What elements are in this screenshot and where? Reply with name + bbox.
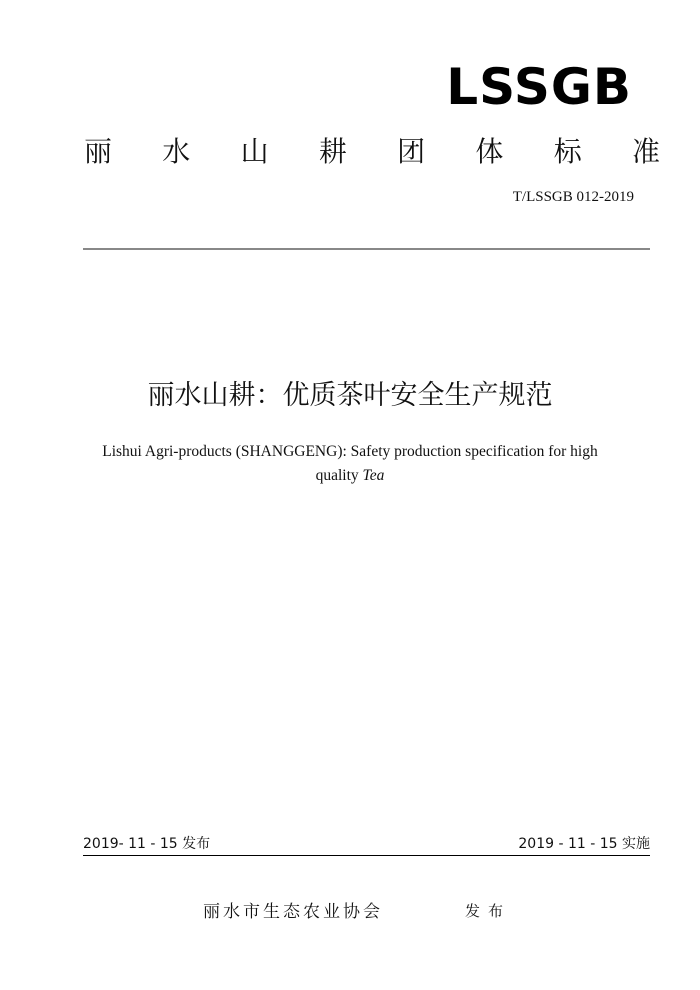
- standard-code: T/LSSGB 012-2019: [512, 189, 634, 205]
- publish-date: 2019- 11 - 15 发布: [83, 836, 211, 852]
- org-title-char: 团: [397, 135, 426, 168]
- document-title-zh: 丽水山耕：优质茶叶安全生产规范: [147, 380, 553, 411]
- org-standard-title: [84, 135, 660, 168]
- header-divider: [83, 248, 650, 250]
- org-title-char: 耕: [318, 135, 347, 168]
- date-row: [83, 837, 650, 851]
- org-title-char: 标: [553, 135, 582, 168]
- implement-date: 2019 - 11 - 15 实施: [518, 836, 650, 852]
- en-title-line-2: [40, 464, 660, 488]
- publisher-name: 丽水市生态农业协会: [203, 902, 383, 922]
- org-title-char: 准: [631, 135, 660, 168]
- en-title-line-1: Lishui Agri-products (SHANGGENG): Safety production specification for high: [102, 443, 598, 460]
- en-title-italic: Tea: [362, 467, 385, 484]
- org-title-char: 丽: [84, 135, 113, 168]
- org-title-char: 体: [475, 135, 504, 168]
- org-title-char: 水: [162, 135, 191, 168]
- publish-label: 发布: [465, 902, 512, 920]
- en-title-prefix: quality: [315, 467, 363, 484]
- org-title-char: 山: [240, 135, 269, 168]
- footer-divider: [83, 855, 650, 856]
- standard-logo: LSSGB: [446, 58, 632, 116]
- document-title-en: [40, 440, 660, 488]
